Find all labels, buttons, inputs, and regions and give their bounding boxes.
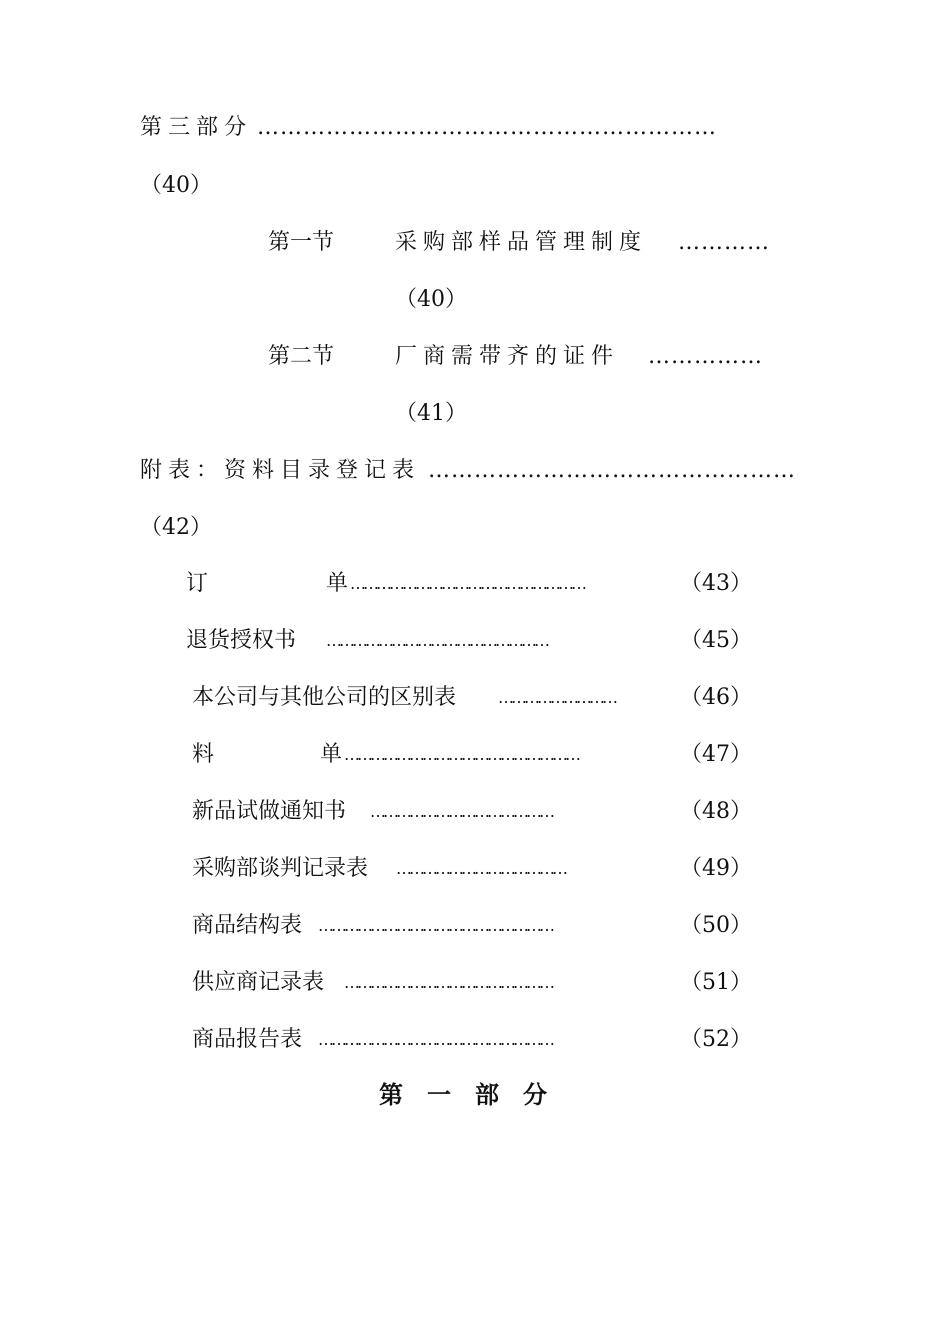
toc-appendix-page: （42） (140, 515, 212, 540)
toc-item-product-structure-leader: ……………………………………………… (318, 916, 552, 935)
toc-section2-label: 厂商需带齐的证件 (395, 344, 620, 369)
toc-item-new-product-label: 新品试做通知书 (192, 799, 347, 824)
toc-item-return-auth-label: 退货授权书 (186, 628, 297, 653)
toc-part3-label: 第三部分 (140, 115, 253, 140)
toc-item-new-product-page: （48） (680, 799, 752, 824)
toc-item-negotiation-label: 采购部谈判记录表 (192, 856, 369, 881)
toc-section1-leader: ………… (678, 230, 770, 255)
toc-appendix-label: 附表：资料目录登记表 (140, 458, 421, 483)
toc-item-order-char2: 单 (326, 571, 349, 596)
toc-section1-number: 第一节 (268, 230, 335, 255)
toc-item-company-diff-page: （46） (680, 685, 752, 710)
toc-item-product-report-label: 商品报告表 (192, 1027, 303, 1052)
toc-item-order-char1: 订 (186, 571, 209, 596)
toc-item-supplier-record-leader: ………………………………………… (344, 973, 552, 992)
toc-item-product-report-leader: ……………………………………………… (318, 1030, 552, 1049)
toc-item-product-structure-label: 商品结构表 (192, 913, 303, 938)
toc-item-return-auth-leader: …………………………………………… (326, 631, 547, 650)
toc-item-material-char2: 单 (320, 742, 343, 767)
toc-part3-page: （40） (140, 173, 212, 198)
toc-item-product-structure-page: （50） (680, 913, 752, 938)
toc-item-return-auth-page: （45） (680, 628, 752, 653)
toc-item-negotiation-page: （49） (680, 856, 752, 881)
toc-item-material-page: （47） (680, 742, 752, 767)
toc-item-order-page: （43） (680, 571, 752, 596)
toc-item-order-leader: ……………………………………………… (350, 574, 584, 593)
toc-item-material-char1: 料 (192, 742, 215, 767)
toc-section2-leader: …………… (648, 344, 763, 369)
toc-section2-page: （41） (395, 401, 467, 426)
toc-appendix-leader: ………………………………………… (428, 458, 796, 483)
toc-item-company-diff-leader: ……………………… (498, 688, 615, 707)
toc-part3-leader: …………………………………………………… (257, 115, 717, 140)
toc-section1-label: 采购部样品管理制度 (395, 230, 648, 255)
toc-item-company-diff-label: 本公司与其他公司的区别表 (192, 685, 457, 710)
toc-item-supplier-record-page: （51） (680, 970, 752, 995)
toc-section2-number: 第二节 (268, 344, 335, 369)
toc-item-product-report-page: （52） (680, 1027, 752, 1052)
toc-item-negotiation-leader: ………………………………… (396, 859, 565, 878)
toc-item-material-leader: ……………………………………………… (344, 745, 578, 764)
toc-item-supplier-record-label: 供应商记录表 (192, 970, 325, 995)
toc-section1-page: （40） (395, 287, 467, 312)
section-heading: 第一部分 (379, 1080, 571, 1109)
toc-item-new-product-leader: …………………………………… (370, 802, 552, 821)
